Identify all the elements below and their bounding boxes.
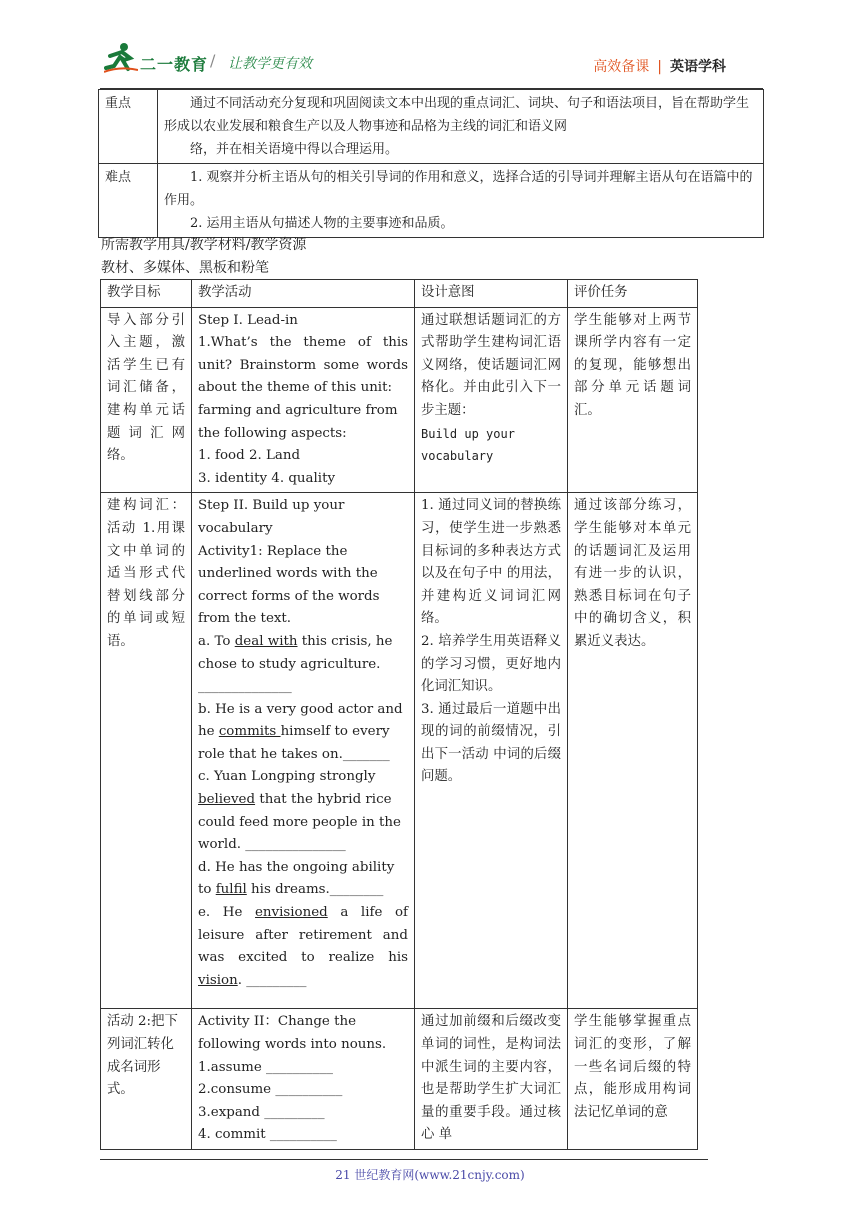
table-row	[99, 164, 764, 238]
slogan: 让教学更有效	[228, 56, 312, 72]
resources-content: 教材、多媒体、黑板和粉笔	[101, 260, 269, 276]
column-header: 教学活动	[192, 280, 415, 308]
intent-cell: 通过加前缀和后缀改变单词的词性，是构词法中派生词的主要内容，也是帮助学生扩大词汇量的重要手段。通过核心 单	[415, 1009, 568, 1150]
evaluation-cell: 学生能够对上两节课所学内容有一定的复现，能够想出部分单元话题词汇。	[568, 307, 698, 493]
activity-cell: Step II. Build up your vocabulary Activity1: Replace the underlined words with the correct forms of the words from the text. a. To deal with this crisis, he chose to study agriculture. ______________ b. He is a very good actor and he commits himself to every role that he takes on._______ c. Yuan Longping strongly believed that the hybrid rice could feed more people in the world. _______________ d. He has the ongoing ability to fulfil his dreams.________ e. He envisioned a life of leisure after retirement and was excited to realize his vision. _________	[192, 493, 415, 1009]
table-row	[101, 1009, 698, 1150]
logo: 二一教育 / 让教学更有效	[104, 42, 354, 82]
table-row	[99, 90, 764, 164]
header-subject: 高效备课 | 英语学科	[593, 59, 726, 75]
footer-link[interactable]: 21 世纪教育网(www.21cnjy.com)	[335, 1168, 525, 1182]
goal-cell: 活动 2:把下列词汇转化 成名词形式。	[101, 1009, 192, 1150]
row-label: 重点	[99, 90, 158, 164]
key-points-table	[98, 89, 764, 238]
activity-cell: Activity II：Change the following words into nouns. 1.assume __________ 2.consume __________ 3.expand _________ 4. commit __________	[192, 1009, 415, 1150]
runner-logo-icon	[104, 42, 138, 74]
goal-cell: 导入部分引入主题，激活学生已有词汇储备，建构单元话题词汇网络。	[101, 307, 192, 493]
teaching-plan-table	[100, 279, 698, 1150]
column-header: 教学目标	[101, 280, 192, 308]
row-content: 通过不同活动充分复现和巩固阅读文本中出现的重点词汇、词块、句子和语法项目，旨在帮助学生形成以农业发展和粮食生产以及人物事迹和品格为主线的词汇和语义网 络，并在相关语境中得以合理运用。	[158, 90, 764, 164]
evaluation-cell: 通过该部分练习，学生能够对本单元的话题词汇及运用有进一步的认识，熟悉目标词在句子中的确切含义，积累近义表达。	[568, 493, 698, 1009]
table-header-row	[101, 280, 698, 308]
goal-cell: 建构词汇：活动 1.用课文中单词的适当形式代替划线部分的单词或短语。	[101, 493, 192, 1009]
table-row	[101, 493, 698, 1009]
intent-cell: 1. 通过同义词的替换练习，使学生进一步熟悉目标词的多种表达方式以及在句子中 的用法，并建构近义词词汇网络。 2. 培养学生用英语释义的学习习惯，更好地内化词汇知识。 3. 通过最后一道题中出现的词的前缀情况，引出下一活动 中词的后缀问题。	[415, 493, 568, 1009]
column-header: 设计意图	[415, 280, 568, 308]
logo-text: 二一教育	[140, 55, 209, 74]
resources-title: 所需教学用具/教学材料/教学资源	[101, 237, 307, 253]
activity-cell: Step I. Lead-in 1.What’s the theme of this unit? Brainstorm some words about the theme of this unit: farming and agriculture from the following aspects: 1. food 2. Land 3. identity 4. quality	[192, 307, 415, 493]
row-label: 难点	[99, 164, 158, 238]
footer-divider	[100, 1159, 708, 1160]
intent-cell: 通过联想话题词汇的方式帮助学生建构词汇语义网络，使话题词汇网格化。并由此引入下一步主题： Build up your vocabulary	[415, 307, 568, 493]
header-tag: 高效备课	[593, 59, 650, 75]
column-header: 评价任务	[568, 280, 698, 308]
table-row	[101, 307, 698, 493]
header-subject-label: 英语学科	[670, 59, 726, 75]
page-header	[0, 0, 860, 90]
evaluation-cell: 学生能够掌握重点词汇的变形，了解一些名词后缀的特点，能形成用构词法记忆单词的意	[568, 1009, 698, 1150]
row-content: 1. 观察并分析主语从句的相关引导词的作用和意义，选择合适的引导词并理解主语从句在语篇中的作用。 2. 运用主语从句描述人物的主要事迹和品质。	[158, 164, 764, 238]
